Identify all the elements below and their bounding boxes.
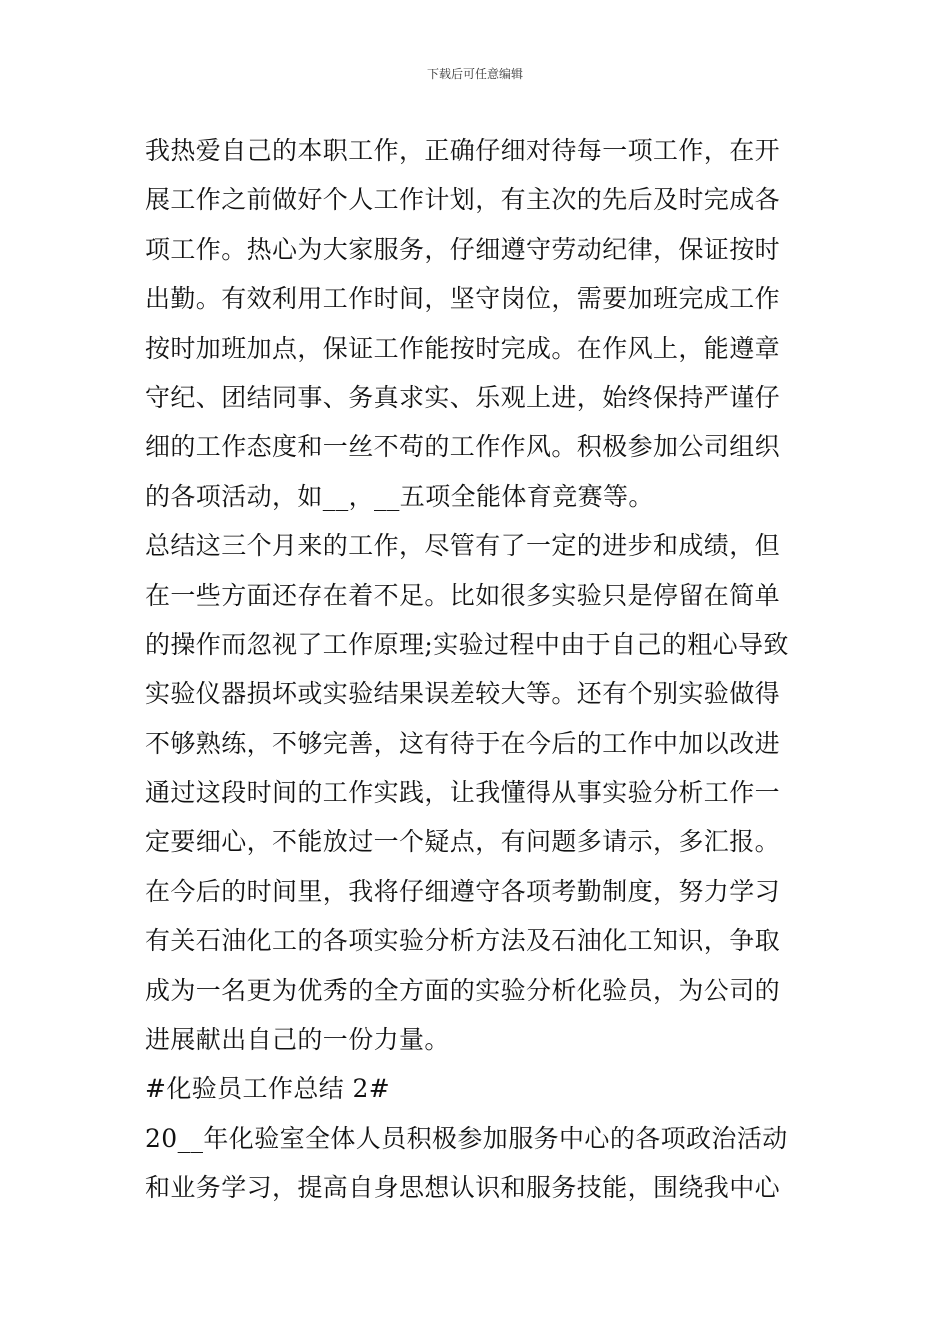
text-line: 和业务学习，提高自身思想认识和服务技能，围绕我中心 <box>145 1173 781 1203</box>
text-line: 成为一名更为优秀的全方面的实验分析化验员，为公司的 <box>145 975 781 1005</box>
text-line: 在一些方面还存在着不足。比如很多实验只是停留在简单 <box>145 580 781 610</box>
text-line: 有关石油化工的各项实验分析方法及石油化工知识，争取 <box>145 926 781 956</box>
text-line: 实验仪器损坏或实验结果误差较大等。还有个别实验做得 <box>145 679 781 709</box>
text-line: 出勤。有效利用工作时间，坚守岗位，需要加班完成工作 <box>145 284 781 314</box>
text-line: 定要细心，不能放过一个疑点，有问题多请示，多汇报。 <box>145 827 781 857</box>
text-line: 进展献出自己的一份力量。 <box>145 1025 450 1055</box>
section-heading: #化验员工作总结 2# <box>145 1074 391 1104</box>
text-line: 20__年化验室全体人员积极参加服务中心的各项政治活动 <box>145 1123 788 1153</box>
text-line: 在今后的时间里，我将仔细遵守各项考勤制度，努力学习 <box>145 876 781 906</box>
document-body <box>145 126 813 1213</box>
text-line: 按时加班加点，保证工作能按时完成。在作风上，能遵章 <box>145 333 781 363</box>
text-line: 我热爱自己的本职工作，正确仔细对待每一项工作，在开 <box>145 136 781 165</box>
page-header: 下载后可任意编辑 <box>426 67 523 81</box>
text-line: 展工作之前做好个人工作计划，有主次的先后及时完成各 <box>145 185 781 215</box>
text-line: 项工作。热心为大家服务，仔细遵守劳动纪律，保证按时 <box>145 234 781 264</box>
text-line: 总结这三个月来的工作，尽管有了一定的进步和成绩，但 <box>145 531 781 561</box>
text-line: 不够熟练，不够完善，这有待于在今后的工作中加以改进 <box>145 728 781 758</box>
text-line: 的各项活动，如__，__五项全能体育竞赛等。 <box>145 481 654 511</box>
text-line: 的操作而忽视了工作原理;实验过程中由于自己的粗心导致 <box>145 629 789 659</box>
text-line: 细的工作态度和一丝不苟的工作作风。积极参加公司组织 <box>145 432 781 462</box>
text-line: 通过这段时间的工作实践，让我懂得从事实验分析工作一 <box>145 778 781 808</box>
text-line: 守纪、团结同事、务真求实、乐观上进，始终保持严谨仔 <box>145 382 781 412</box>
